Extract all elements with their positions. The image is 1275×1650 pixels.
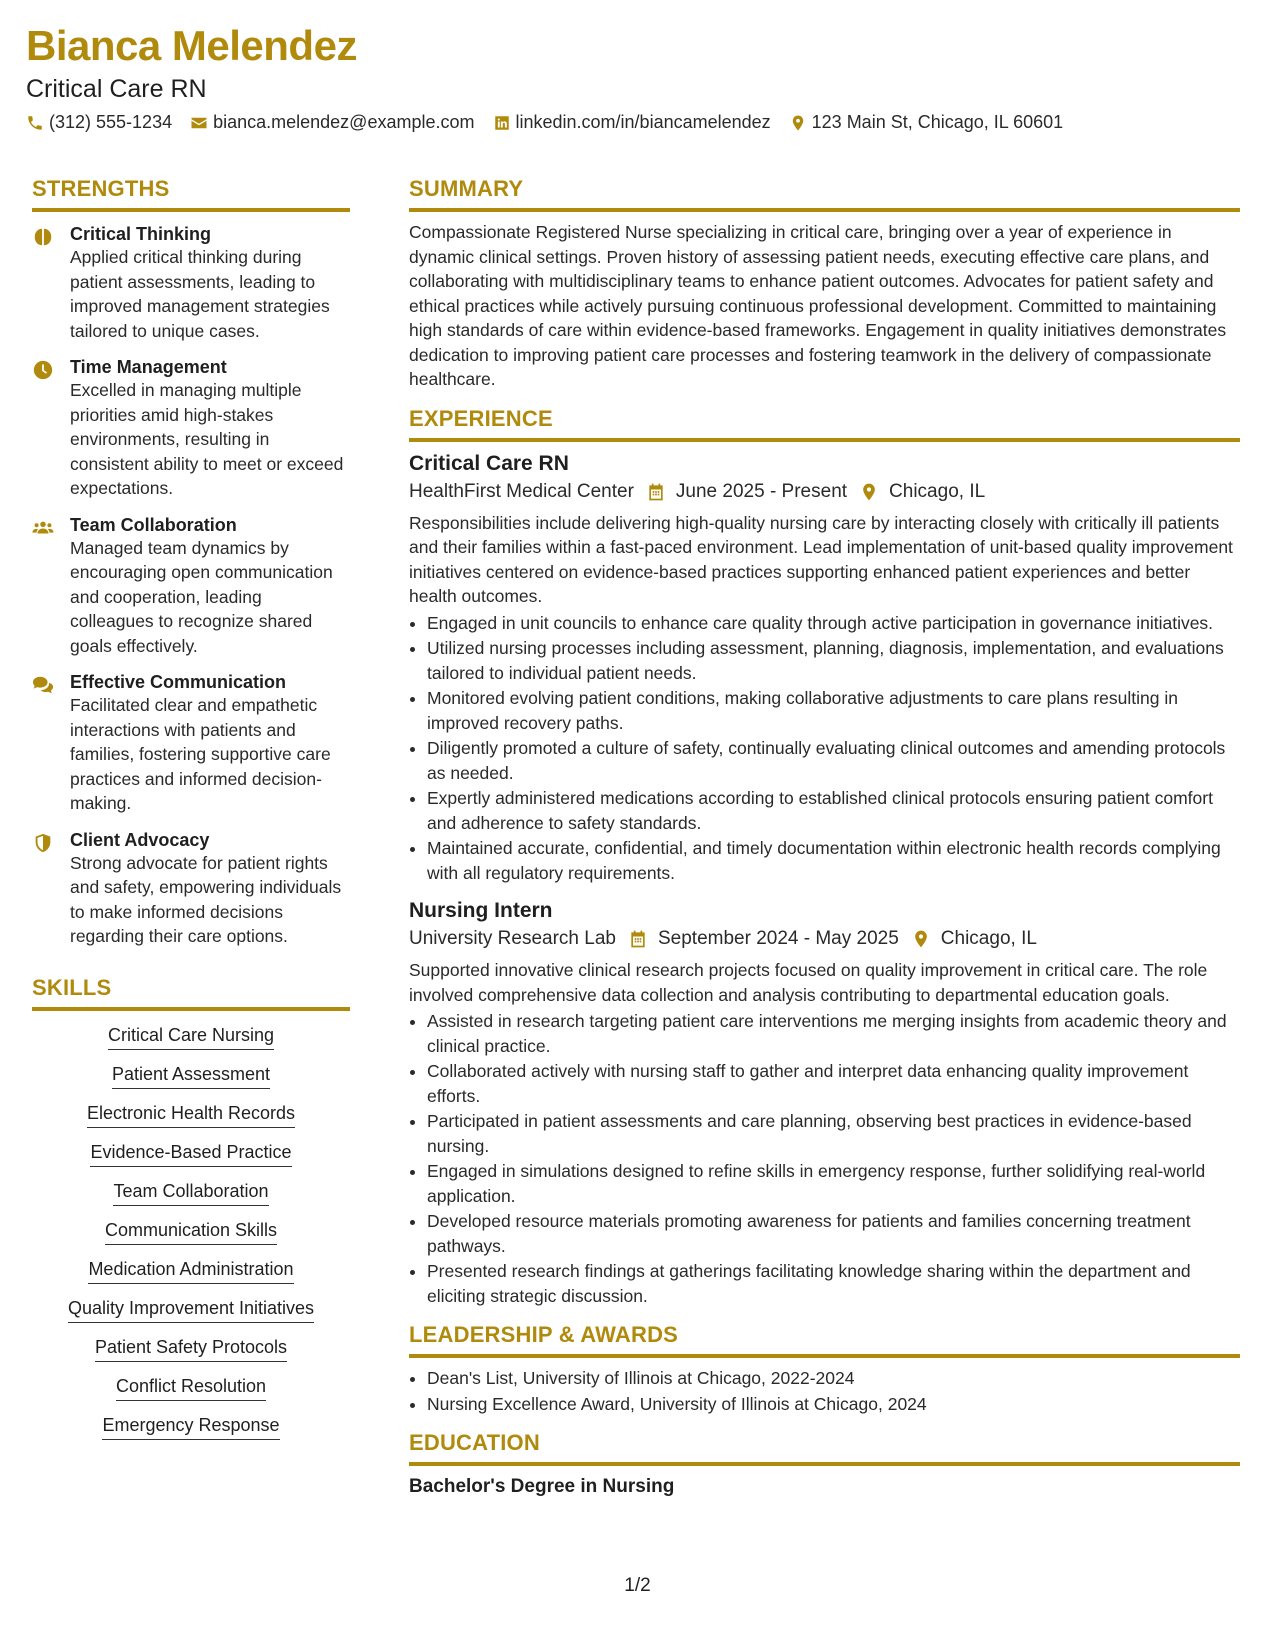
strength-title: Critical Thinking: [70, 224, 212, 244]
map-pin-icon: [789, 114, 807, 132]
linkedin-text[interactable]: linkedin.com/in/biancamelendez: [515, 112, 771, 132]
candidate-title: Critical Care RN: [26, 75, 207, 103]
job-bullet: • Utilized nursing processes including assessment, planning, diagnosis, implementation, and evaluations tailored to individual patient needs.: [427, 636, 1240, 685]
job-title: Critical Care RN: [409, 451, 569, 475]
contact-row: [26, 112, 1081, 133]
job-entry: [409, 899, 1240, 1308]
job-bullet: • Collaborated actively with nursing staff to gather and interpret data enhancing quality improvement efforts.: [427, 1059, 1240, 1108]
strength-desc: Excelled in managing multiple priorities amid high-stakes environments, resulting in consistent ability to meet or exceed expectations.: [70, 380, 344, 498]
job-location: Chicago, IL: [889, 480, 986, 502]
skill-item: Medication Administration: [88, 1259, 293, 1284]
skill-item: Patient Assessment: [112, 1064, 270, 1089]
job-bullet: • Diligently promoted a culture of safety, continually evaluating clinical outcomes and amending protocols as needed.: [427, 736, 1240, 785]
award-item: • Nursing Excellence Award, University of Illinois at Chicago, 2024: [427, 1392, 1240, 1417]
strengths-heading: STRENGTHS: [32, 176, 350, 212]
summary-text: Compassionate Registered Nurse specializing in critical care, bringing over a year of experience in dynamic clinical settings. Proven history of assessing patient needs, executing effective care plans, and collaborating with multidisciplinary teams to enhance patient outcomes. Advocates for patient safety and ethical practices while actively pursuing continuous professional development. Committed to maintaining high standards of care within evidence-based frameworks. Engagement in quality initiatives demonstrates dedication to improving patient care processes and fostering teamwork in the delivery of compassionate healthcare.: [409, 222, 1227, 389]
address-text: 123 Main St, Chicago, IL 60601: [811, 112, 1064, 132]
candidate-name: Bianca Melendez: [26, 22, 357, 69]
phone-text: (312) 555-1234: [49, 112, 173, 132]
phone-icon: [26, 114, 44, 132]
envelope-icon: [190, 114, 208, 132]
strength-item: [32, 672, 350, 816]
job-meta: [409, 928, 1240, 950]
map-pin-icon: [859, 482, 879, 502]
brain-icon: [32, 226, 54, 248]
job-bullet: • Expertly administered medications according to established clinical protocols ensuring patient comfort and adherence to safety standards.: [427, 786, 1240, 835]
comments-icon: [32, 674, 54, 696]
strength-item: [32, 224, 350, 343]
job-bullet: • Monitored evolving patient conditions, making collaborative adjustments to care plans resulting in improved recovery paths.: [427, 686, 1240, 735]
job-bullet: • Engaged in simulations designed to refine skills in emergency response, further solidifying real-world application.: [427, 1159, 1240, 1208]
skills-list: [32, 1025, 350, 1454]
job-description: Supported innovative clinical research projects focused on quality improvement in critical care. The role involved comprehensive data collection and analysis contributing to departmental education goals.: [409, 960, 1208, 1005]
strength-title: Time Management: [70, 357, 227, 377]
summary-heading: SUMMARY: [409, 176, 1240, 212]
job-dates: June 2025 - Present: [675, 480, 848, 502]
strength-item: [32, 830, 350, 949]
linkedin-icon: [493, 114, 511, 132]
experience-heading: EXPERIENCE: [409, 406, 1240, 442]
skills-heading: SKILLS: [32, 975, 350, 1011]
page-number: 1/2: [624, 1575, 651, 1596]
strength-title: Team Collaboration: [70, 514, 237, 535]
award-item: • Dean's List, University of Illinois at Chicago, 2022-2024: [427, 1366, 1240, 1391]
job-entry: [409, 452, 1240, 886]
job-location: Chicago, IL: [940, 928, 1037, 949]
map-pin-icon: [911, 929, 931, 949]
contact-address: [789, 112, 1064, 133]
left-column: [32, 176, 350, 1454]
awards-list: [409, 1366, 1240, 1416]
skill-item: Conflict Resolution: [116, 1376, 266, 1401]
awards-heading: LEADERSHIP & AWARDS: [409, 1322, 1240, 1358]
skill-item: Quality Improvement Initiatives: [68, 1298, 314, 1323]
right-column: [409, 176, 1240, 1498]
strength-item: [32, 357, 350, 501]
job-bullets: [409, 1009, 1240, 1308]
calendar-icon: [628, 929, 648, 949]
strength-desc: Facilitated clear and empathetic interactions with patients and families, fostering supportive care practices and informed decision-making.: [70, 695, 331, 813]
education-heading: EDUCATION: [409, 1430, 1240, 1466]
contact-linkedin[interactable]: [493, 112, 771, 133]
job-bullet: • Engaged in unit councils to enhance care quality through active participation in governance initiatives.: [427, 611, 1240, 636]
strength-desc: Applied critical thinking during patient assessments, leading to improved management strategies tailored to unique cases.: [70, 247, 330, 341]
job-bullet: • Presented research findings at gatherings facilitating knowledge sharing within the department and eliciting strategic discussion.: [427, 1259, 1240, 1308]
job-bullet: • Assisted in research targeting patient care interventions me merging insights from academic theory and clinical practice.: [427, 1009, 1240, 1058]
users-icon: [32, 517, 54, 539]
strength-desc: Strong advocate for patient rights and safety, empowering individuals to make informed decisions regarding their care options.: [70, 852, 342, 946]
skill-item: Communication Skills: [105, 1220, 277, 1245]
job-bullets: [409, 611, 1240, 886]
calendar-icon: [646, 482, 666, 502]
skill-item: Team Collaboration: [113, 1181, 268, 1206]
contact-email[interactable]: [190, 112, 474, 133]
skill-item: Emergency Response: [102, 1415, 279, 1440]
job-bullet: • Participated in patient assessments and care planning, observing best practices in evidence-based nursing.: [427, 1109, 1240, 1158]
skill-item: Evidence-Based Practice: [90, 1142, 291, 1167]
job-meta: [409, 481, 1240, 503]
strength-title: Client Advocacy: [70, 829, 210, 850]
skill-item: Electronic Health Records: [87, 1103, 295, 1128]
job-bullet: • Maintained accurate, confidential, and timely documentation within electronic health records complying with all regulatory requirements.: [427, 836, 1240, 885]
strength-desc: Managed team dynamics by encouraging open communication and cooperation, leading colleagues to recognize shared goals effectively.: [70, 537, 333, 656]
skill-item: Critical Care Nursing: [108, 1025, 274, 1050]
email-text[interactable]: bianca.melendez@example.com: [213, 112, 475, 132]
strength-item: [32, 515, 350, 659]
clock-icon: [32, 359, 54, 381]
shield-icon: [32, 832, 54, 854]
strength-title: Effective Communication: [70, 672, 287, 692]
job-bullet: • Developed resource materials promoting awareness for patients and families concerning treatment pathways.: [427, 1209, 1240, 1258]
education-degree: Bachelor's Degree in Nursing: [409, 1476, 675, 1497]
skill-item: Patient Safety Protocols: [95, 1337, 287, 1362]
job-title: Nursing Intern: [409, 899, 553, 922]
job-description: Responsibilities include delivering high-quality nursing care by interacting closely with critically ill patients and their families within a fast-paced environment. Lead implementation of unit-based quality improvement initiatives centered on evidence-based practices supporting enhanced patient experiences and better health outcomes.: [409, 512, 1233, 606]
job-company: University Research Lab: [409, 928, 616, 949]
job-dates: September 2024 - May 2025: [657, 928, 899, 949]
contact-phone: [26, 112, 172, 133]
job-company: HealthFirst Medical Center: [409, 480, 634, 502]
